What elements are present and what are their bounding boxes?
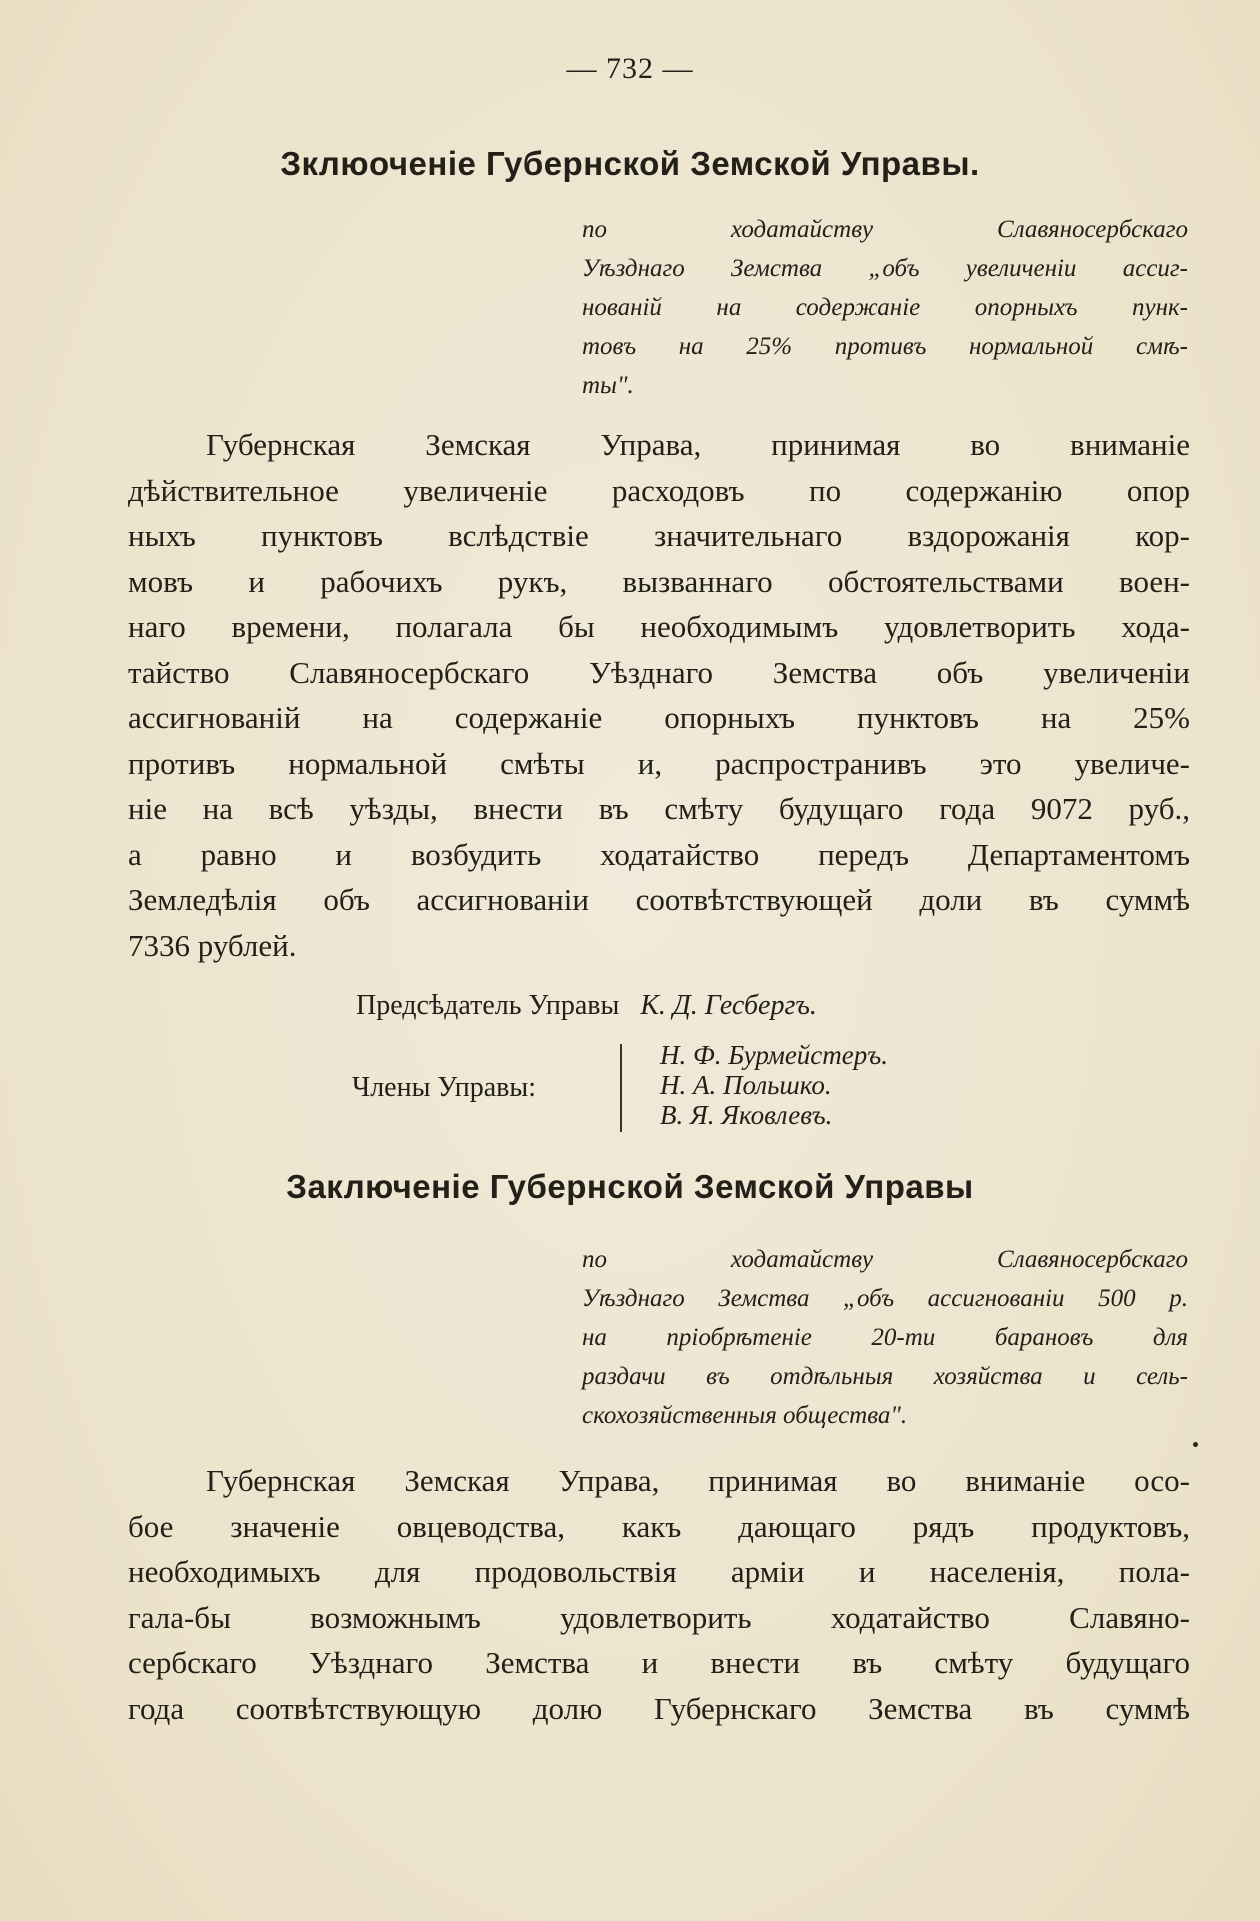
member-name: Н. А. Польшко. [660, 1070, 832, 1100]
chairman-name: К. Д. Гесбергъ. [640, 990, 817, 1021]
subject-line: скохозяйственныя общества". [582, 1402, 908, 1429]
ink-speck [1193, 1442, 1198, 1447]
body-line: противъ нормальной смѣты и, распространивъ это увеличе- [128, 745, 1190, 781]
body-line: Губернская Земская Управа, принимая во вниманіе осо- [206, 1463, 1190, 1498]
subject-line: по ходатайству Славяносербскаго [582, 216, 1188, 243]
subject-line: товъ на 25% противъ нормальной смѣ- [582, 333, 1188, 360]
members-brace [620, 1044, 626, 1132]
chairman-signature [356, 990, 817, 1022]
body-line: бое значеніе овцеводства, какъ дающаго рядъ продуктовъ, [128, 1508, 1190, 1544]
section1-body [128, 422, 1190, 968]
section1-heading: Зклюоченіе Губернской Земской Управы. [280, 145, 980, 182]
page-number: — 732 — [566, 52, 694, 85]
body-line: а равно и возбудить ходатайство передъ Департаментомъ [128, 836, 1190, 872]
subject-line: ты". [582, 372, 634, 399]
body-line: дѣйствительное увеличеніе расходовъ по содержанію опор [128, 472, 1190, 508]
member-name: Н. Ф. Бурмейстеръ. [660, 1040, 889, 1070]
body-line: 7336 рублей. [128, 927, 297, 963]
members-label: Члены Управы: [352, 1072, 536, 1103]
subject-line: Уѣзднаго Земства „объ ассигнованіи 500 р. [582, 1285, 1188, 1312]
section2-heading: Заключеніе Губернской Земской Управы [286, 1168, 974, 1205]
body-line: Земледѣлія объ ассигнованіи соотвѣтствующей доли въ суммѣ [128, 882, 1190, 917]
section1-subject [582, 210, 1188, 405]
body-line: Губернская Земская Управа, принимая во вниманіе [206, 427, 1190, 462]
chairman-label: Предсѣдатель Управы [356, 990, 620, 1021]
member-name: В. Я. Яковлевъ. [660, 1100, 833, 1130]
body-line: гала-бы возможнымъ удовлетворить ходатайство Славяно- [128, 1599, 1190, 1635]
subject-line: нованій на содержаніе опорныхъ пунк- [582, 294, 1188, 321]
body-line: необходимыхъ для продовольствія арміи и населенія, пола- [128, 1554, 1190, 1589]
body-line: года соотвѣтствующую долю Губернскаго Земства въ суммѣ [128, 1690, 1190, 1726]
section2-body [128, 1458, 1190, 1731]
body-line: ассигнованій на содержаніе опорныхъ пунктовъ на 25% [128, 700, 1190, 735]
body-line: ныхъ пунктовъ вслѣдствіе значительнаго вздорожанія кор- [128, 518, 1190, 553]
body-line: тайство Славяносербскаго Уѣзднаго Земства объ увеличеніи [128, 654, 1190, 690]
body-line: мовъ и рабочихъ рукъ, вызваннаго обстоятельствами воен- [128, 563, 1190, 599]
subject-line: по ходатайству Славяносербскаго [582, 1246, 1188, 1273]
body-line: наго времени, полагала бы необходимымъ удовлетворить хода- [128, 609, 1190, 644]
section2-subject [582, 1240, 1188, 1435]
subject-line: раздачи въ отдѣльныя хозяйства и сель- [582, 1363, 1188, 1390]
subject-line: Уѣзднаго Земства „объ увеличеніи ассиг- [582, 255, 1188, 282]
members-list [660, 1040, 888, 1130]
body-line: сербскаго Уѣзднаго Земства и внести въ смѣту будущаго [128, 1645, 1190, 1680]
subject-line: на пріобрѣтеніе 20-ти барановъ для [582, 1324, 1188, 1351]
body-line: ніе на всѣ уѣзды, внести въ смѣту будущаго года 9072 руб., [128, 791, 1190, 826]
